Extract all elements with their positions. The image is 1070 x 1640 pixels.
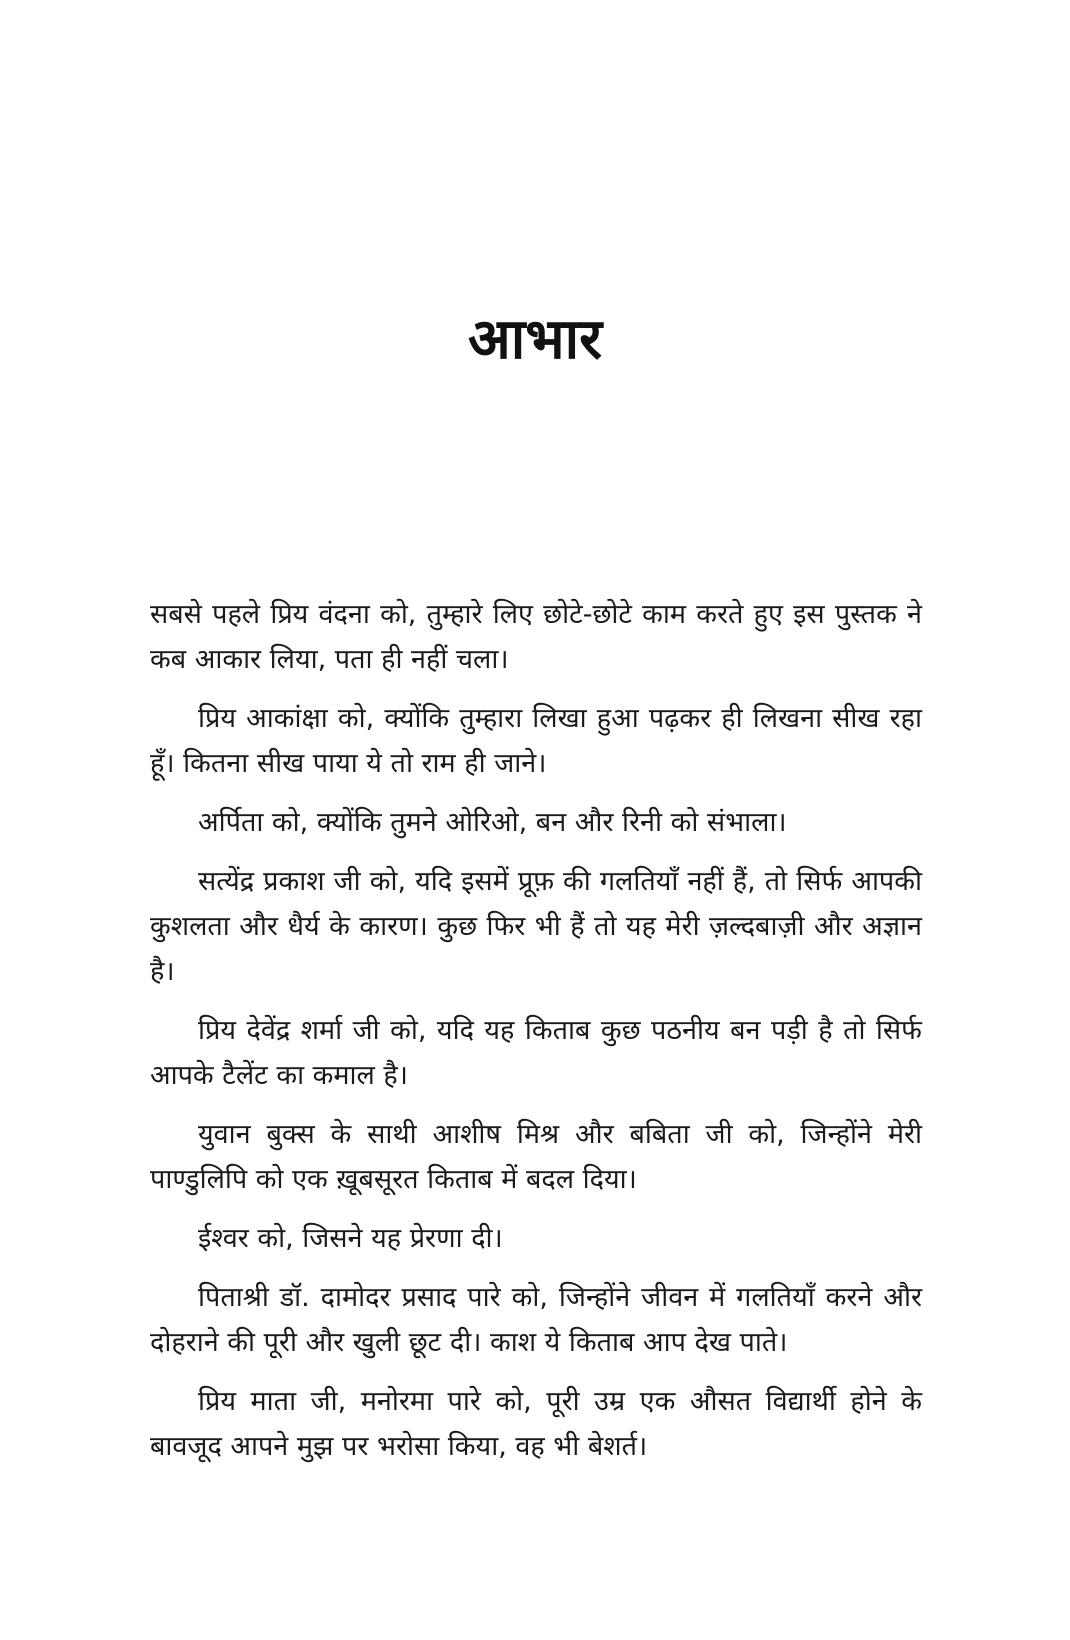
paragraph-ishwar: ईश्वर को, जिसने यह प्रेरणा दी। [198, 1223, 503, 1254]
paragraph-mother: प्रिय माता जी, मनोरमा पारे को, पूरी उम्र एक औसत विद्यार्थी होने के बावजूद आपने मुझ पर भरोसा किया, वह भी बेशर्त। [150, 1386, 922, 1462]
paragraph-akanksha: प्रिय आकांक्षा को, क्योंकि तुम्हारा लिखा हुआ पढ़कर ही लिखना सीख रहा हूँ। कितना सीख पाया ये तो राम ही जाने। [150, 703, 922, 779]
page-title: आभार [467, 307, 602, 372]
paragraph-satyendra: सत्येंद्र प्रकाश जी को, यदि इसमें प्रूफ़ की गलतियाँ नहीं हैं, तो सिर्फ आपकी कुशलता और धैर्य के कारण। कुछ फिर भी हैं तो यह मेरी ज़ल्दबाज़ी और अज्ञान है। [150, 866, 922, 987]
paragraph-arpita: अर्पिता को, क्योंकि तुमने ओरिओ, बन और रिनी को संभाला। [198, 807, 787, 838]
paragraph-yuvaan-books: युवान बुक्स के साथी आशीष मिश्र और बबिता जी को, जिन्होंने मेरी पाण्डुलिपि को एक ख़ूबसूरत किताब में बदल दिया। [150, 1119, 922, 1195]
paragraph-devendra: प्रिय देवेंद्र शर्मा जी को, यदि यह किताब कुछ पठनीय बन पड़ी है तो सिर्फ आपके टैलेंट का कमाल है। [150, 1015, 922, 1091]
acknowledgement-body [150, 592, 922, 1483]
paragraph-vandana: सबसे पहले प्रिय वंदना को, तुम्हारे लिए छोटे-छोटे काम करते हुए इस पुस्तक ने कब आकार लिया, पता ही नहीं चला। [150, 599, 922, 675]
paragraph-father: पिताश्री डॉ. दामोदर प्रसाद पारे को, जिन्होंने जीवन में गलतियाँ करने और दोहराने की पूरी और खुली छूट दी। काश ये किताब आप देख पाते। [150, 1282, 922, 1358]
